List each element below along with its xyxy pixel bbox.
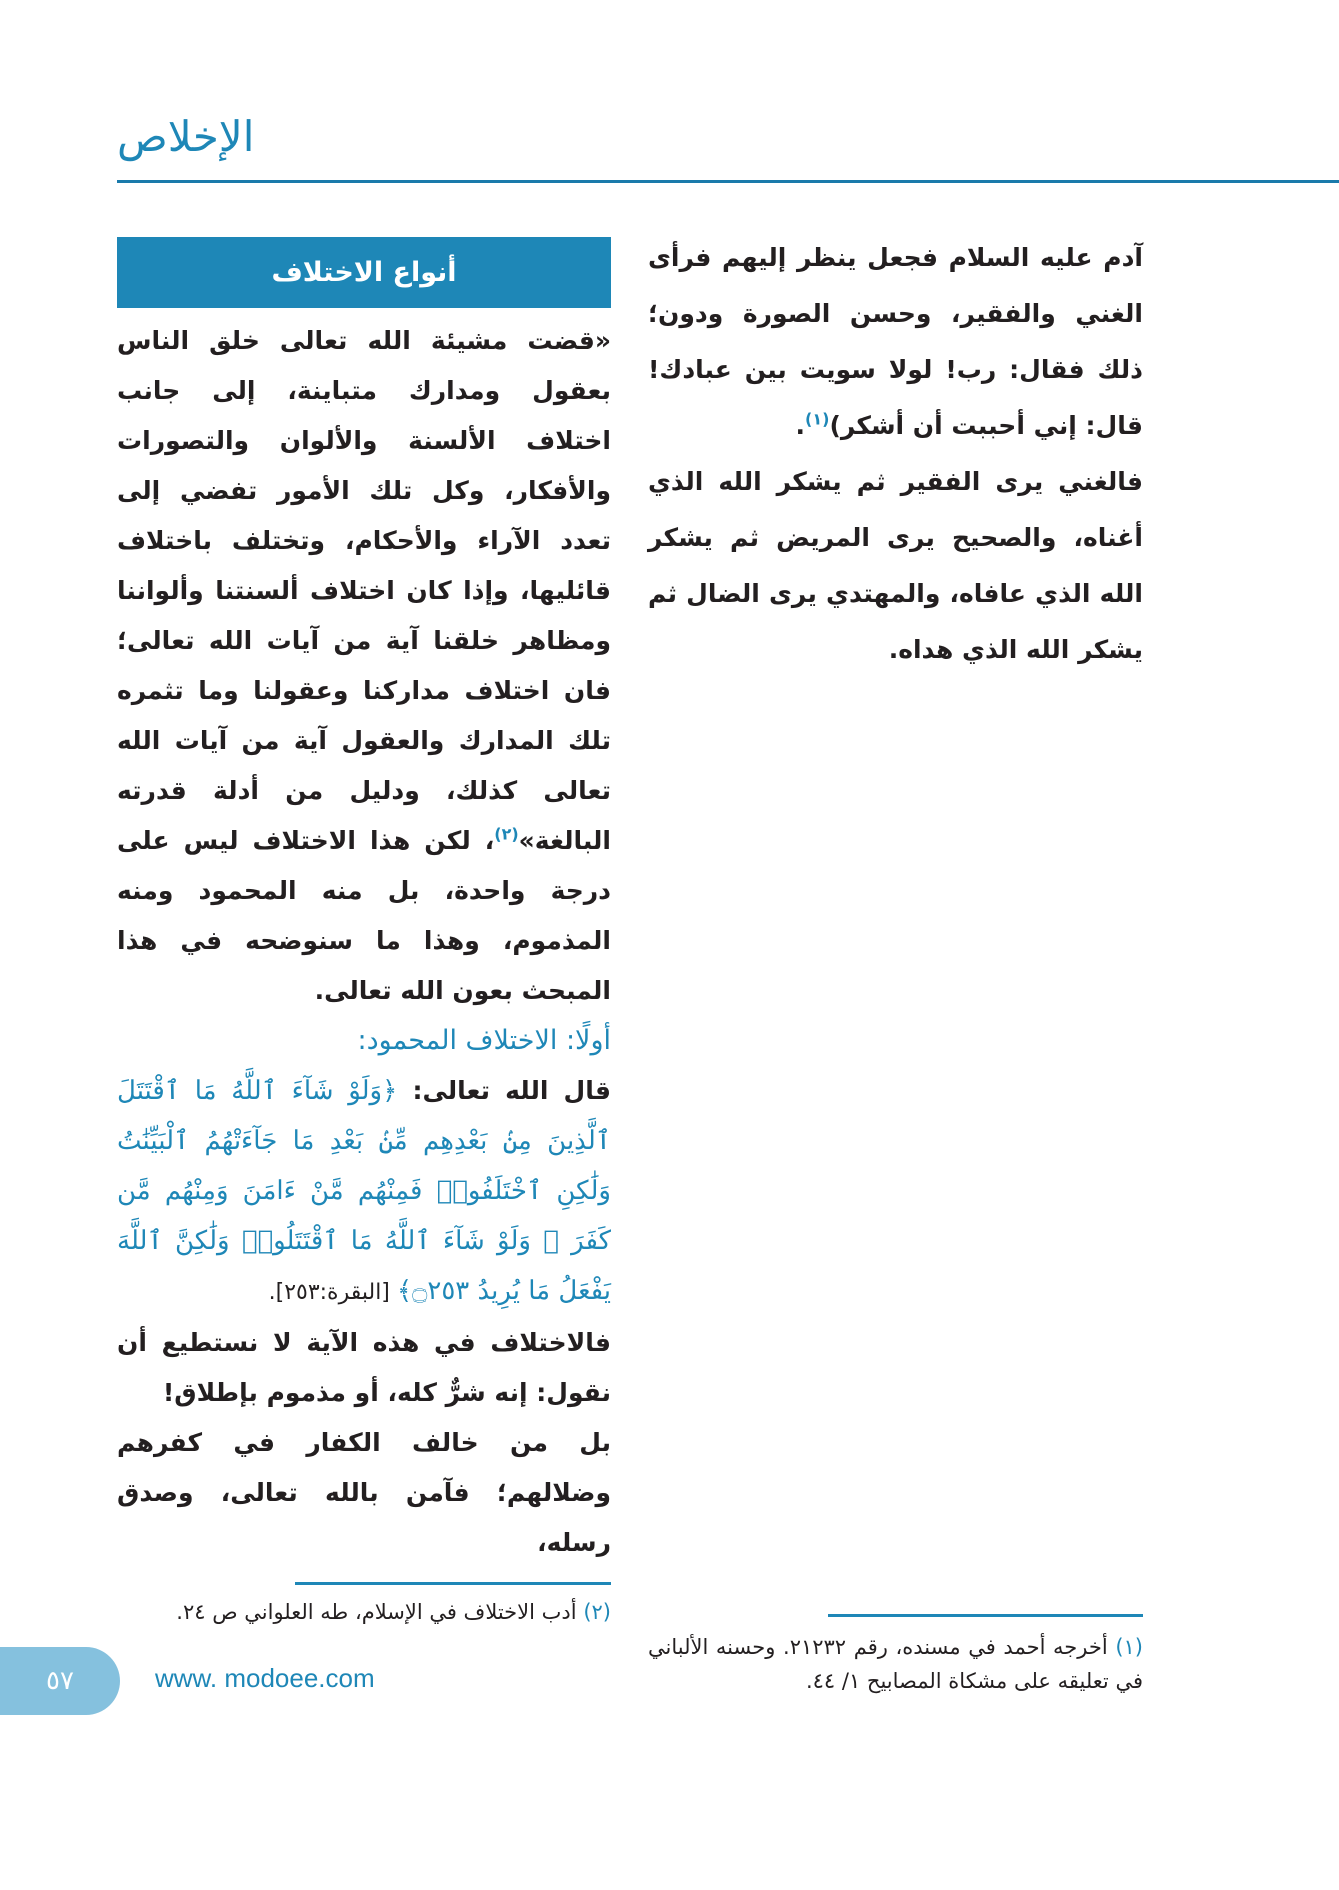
paragraph-text: ، لكن هذا الاختلاف ليس على درجة واحدة، بل منه المحمود ومنه المذموم، وهذا ما سنوضحه في هذا المبحث بعون الله تعالى. (117, 826, 611, 1005)
section-title: أنواع الاختلاف (117, 237, 611, 308)
page-number-badge: ٥٧ (0, 1647, 120, 1715)
header-rule (117, 180, 1339, 183)
paragraph (117, 316, 611, 1016)
paragraph-text: آدم عليه السلام فجعل ينظر إليهم فرأى الغني والفقير، وحسن الصورة ودون؛ ذلك فقال: رب! لولا سويت بين عبادك! قال: إني أحببت أن أشكر) (648, 243, 1143, 440)
paragraph: بل من خالف الكفار في كفرهم وضلالهم؛ فآمن بالله تعالى، وصدق رسله، (117, 1428, 611, 1557)
verse-intro: قال الله تعالى: (397, 1076, 611, 1105)
footnote-number: (٢) (583, 1600, 611, 1624)
paragraph: فالغني يرى الفقير ثم يشكر الله الذي أغناه، والصحيح يرى المريض ثم يشكر الله الذي عافاه، والمهتدي يرى الضال ثم يشكر الله الذي هداه. (648, 467, 1143, 664)
verse-reference: [البقرة:٢٥٣]. (268, 1280, 397, 1305)
paragraph: فالاختلاف في هذه الآية لا نستطيع أن نقول: إنه شرٌّ كله، أو مذموم بإطلاق! (117, 1328, 611, 1407)
quran-verse: ﴿وَلَوْ شَآءَ ٱللَّهُ مَا ٱقْتَتَلَ ٱلَّذِينَ مِنۢ بَعْدِهِم مِّنۢ بَعْدِ مَا جَآءَتْهُمُ ٱلْبَيِّنَٰتُ وَلَٰكِنِ ٱخْتَلَفُوا۟ فَمِنْهُم مَّنْ ءَامَنَ وَمِنْهُم مَّن كَفَرَ ۚ وَلَوْ شَآءَ ٱللَّهُ مَا ٱقْتَتَلُوا۟ وَلَٰكِنَّ ٱللَّهَ يَفْعَلُ مَا يُرِيدُ ۝٢٥٣﴾ (117, 1076, 611, 1306)
footnote-text: أخرجه أحمد في مسنده، رقم ٢١٢٣٢. وحسنه الألباني في تعليقه على مشكاة المصابيح ١/ ٤٤. (648, 1635, 1143, 1693)
footnote-rule-left (295, 1582, 611, 1585)
footnote-number: (١) (1115, 1635, 1143, 1659)
footnote-2 (117, 1595, 611, 1629)
subheading: أولًا: الاختلاف المحمود: (357, 1025, 611, 1056)
left-column-wrapper (46, 237, 611, 1755)
footnote-rule-right (828, 1614, 1143, 1617)
page-footer (0, 1647, 611, 1755)
footnote-1 (648, 1630, 1143, 1698)
verse-paragraph (117, 1066, 611, 1318)
footnote-ref[interactable]: (٢) (494, 824, 519, 844)
paragraph (648, 230, 1143, 454)
paragraph-text: «قضت مشيئة الله تعالى خلق الناس بعقول ومدارك متباينة، إلى جانب اختلاف الألسنة والألوان والتصورات والأفكار، وكل تلك الأمور تفضي إلى تعدد الآراء والأحكام، وتختلف باختلاف قائليها، وإذا كان اختلاف ألسنتنا وألواننا ومظاهر خلقنا آية من آيات الله تعالى؛ فان اختلاف مداركنا وعقولنا وما تثمره تلك المدارك والعقول آية من آيات الله تعالى كذلك، ودليل من أدلة قدرته البالغة» (117, 326, 611, 855)
paragraph-end: . (795, 411, 806, 440)
footnote-text: أدب الاختلاف في الإسلام، طه العلواني ص ٢٤. (176, 1600, 577, 1624)
website-url[interactable]: www. modoee.com (155, 1663, 375, 1693)
running-header-title: الإخلاص (117, 112, 255, 161)
left-column (117, 316, 611, 1568)
right-column (648, 230, 1143, 678)
footnote-ref[interactable]: (١) (805, 409, 830, 429)
